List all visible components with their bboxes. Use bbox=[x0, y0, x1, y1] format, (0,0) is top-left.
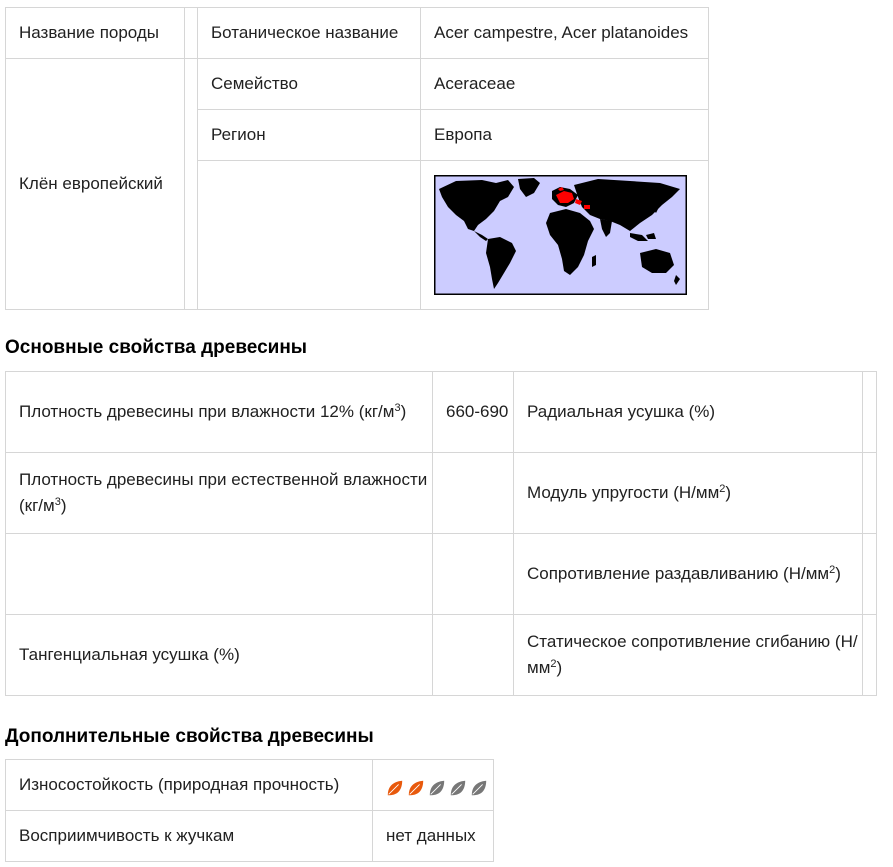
property-value bbox=[433, 615, 514, 696]
leaf-icon bbox=[386, 779, 404, 797]
world-distribution-map bbox=[434, 175, 687, 295]
spacer-cell bbox=[185, 8, 198, 59]
beetle-label: Восприимчивость к жучкам bbox=[6, 811, 373, 862]
table-row bbox=[6, 615, 877, 696]
property-label: Модуль упругости $(Н/мм^2)$ bbox=[514, 453, 863, 534]
durability-rating bbox=[373, 760, 494, 811]
table-row bbox=[6, 811, 494, 862]
region-label: Регион bbox=[198, 110, 421, 161]
spacer-cell bbox=[185, 59, 198, 310]
table-row bbox=[6, 534, 877, 615]
botanical-label: Ботаническое название bbox=[198, 8, 421, 59]
property-label bbox=[6, 534, 433, 615]
basic-properties-table bbox=[5, 371, 877, 696]
leaf-icon bbox=[407, 779, 425, 797]
property-value bbox=[863, 615, 877, 696]
table-row bbox=[6, 760, 494, 811]
property-value bbox=[863, 453, 877, 534]
property-value: 660-690 bbox=[433, 372, 514, 453]
extra-properties-table bbox=[5, 759, 494, 862]
property-value bbox=[433, 534, 514, 615]
family-value: Aceraceae bbox=[421, 59, 709, 110]
beetle-value: нет данных bbox=[373, 811, 494, 862]
empty-cell bbox=[198, 161, 421, 310]
property-label: Радиальная усушка (%) bbox=[514, 372, 863, 453]
table-row bbox=[6, 453, 877, 534]
property-value bbox=[433, 453, 514, 534]
property-label: Сопротивление раздавливанию $(Н/мм^2)$ bbox=[514, 534, 863, 615]
botanical-value: Acer campestre, Acer platanoides bbox=[421, 8, 709, 59]
leaf-icon bbox=[470, 779, 488, 797]
property-label: Плотность древесины при влажности 12% $(кг/м^3)$ bbox=[6, 372, 433, 453]
species-name: Клён европейский bbox=[6, 59, 185, 310]
leaf-icon bbox=[449, 779, 467, 797]
property-label: Тангенциальная усушка (%) bbox=[6, 615, 433, 696]
name-label: Название породы bbox=[6, 8, 185, 59]
property-value bbox=[863, 372, 877, 453]
property-value bbox=[863, 534, 877, 615]
family-label: Семейство bbox=[198, 59, 421, 110]
map-cell bbox=[421, 161, 709, 310]
property-label: Статическое сопротивление сгибанию $(Н/мм^2)$ bbox=[514, 615, 863, 696]
leaf-icon bbox=[428, 779, 446, 797]
table-row bbox=[6, 372, 877, 453]
region-value: Европа bbox=[421, 110, 709, 161]
property-label: Плотность древесины при естественной влажности $(кг/м^3)$ bbox=[6, 453, 433, 534]
durability-label: Износостойкость (природная прочность) bbox=[6, 760, 373, 811]
species-table bbox=[5, 7, 709, 310]
basic-properties-heading: Основные свойства древесины bbox=[5, 337, 308, 358]
extra-properties-heading: Дополнительные свойства древесины bbox=[5, 726, 374, 747]
